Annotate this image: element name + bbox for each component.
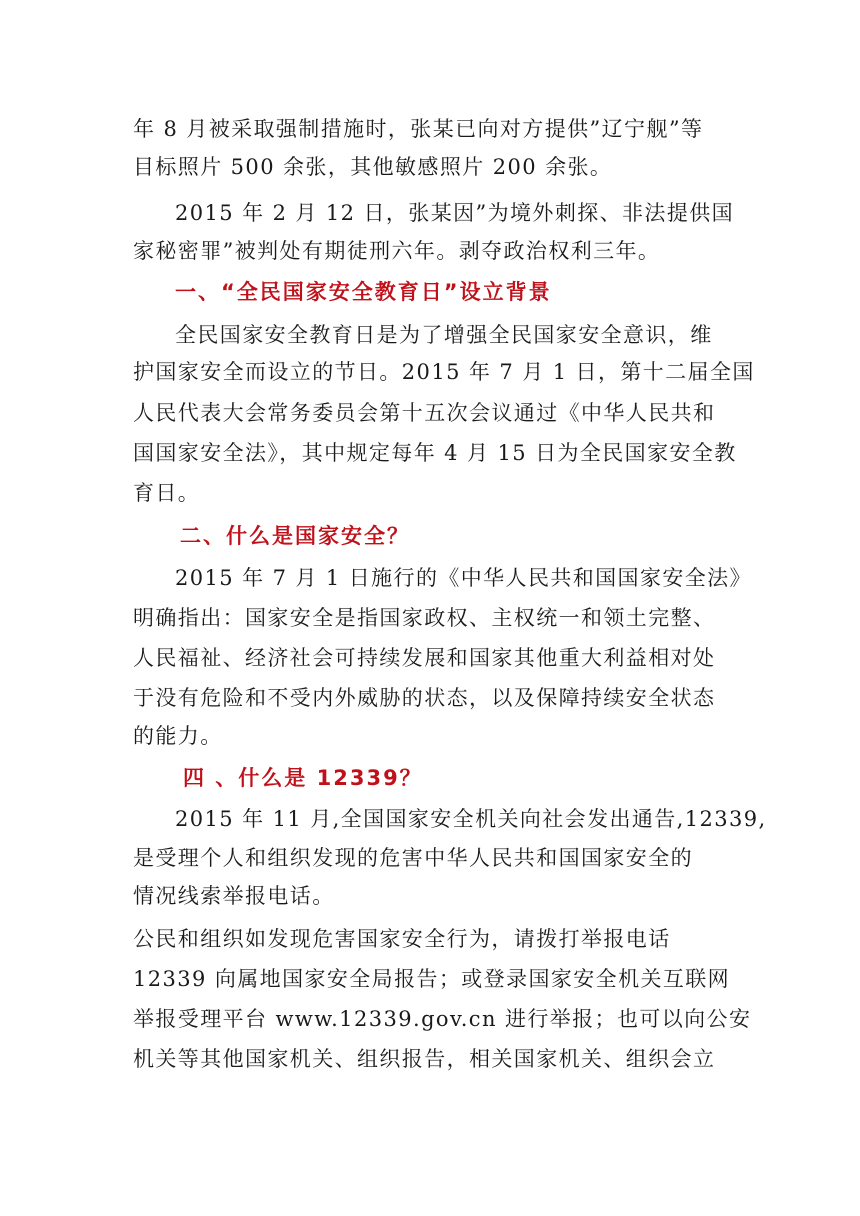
- paragraph-6-line-4: 机关等其他国家机关、组织报告，相关国家机关、组织会立: [133, 1047, 716, 1071]
- paragraph-1-line-1: 年 8 月被采取强制措施时，张某已向对方提供”辽宁舰”等: [133, 117, 704, 141]
- section-heading-2: 二、什么是国家安全？: [180, 524, 410, 548]
- paragraph-3-line-4: 国国家安全法》，其中规定每年 4 月 15 日为全民国家安全教: [133, 441, 737, 465]
- paragraph-4-line-4: 于没有危险和不受内外威胁的状态，以及保障持续安全状态: [133, 686, 716, 710]
- section-heading-1: 一、“全民国家安全教育日”设立背景: [175, 280, 552, 304]
- paragraph-6-line-1: 公民和组织如发现危害国家安全行为，请拨打举报电话: [133, 927, 671, 951]
- paragraph-3-line-5: 育日。: [133, 481, 201, 505]
- paragraph-3-line-2: 护国家安全而设立的节日。2015 年 7 月 1 日，第十二届全国: [133, 360, 755, 384]
- paragraph-3-line-1: 全民国家安全教育日是为了增强全民国家安全意识，维: [175, 323, 713, 347]
- paragraph-4-line-1: 2015 年 7 月 1 日施行的《中华人民共和国国家安全法》: [175, 566, 752, 590]
- paragraph-3-line-3: 人民代表大会常务委员会第十五次会议通过《中华人民共和: [133, 401, 716, 425]
- section-heading-3: 四 、什么是 12339？: [183, 766, 423, 790]
- paragraph-4-line-2: 明确指出：国家安全是指国家政权、主权统一和领土完整、: [133, 606, 716, 630]
- paragraph-4-line-3: 人民福祉、经济社会可持续发展和国家其他重大利益相对处: [133, 646, 716, 670]
- paragraph-2-line-2: 家秘密罪”被判处有期徒刑六年。剥夺政治权利三年。: [133, 239, 661, 263]
- paragraph-6-line-2: 12339 向属地国家安全局报告；或登录国家安全机关互联网: [133, 967, 731, 991]
- paragraph-6-line-3: 举报受理平台 www.12339.gov.cn 进行举报；也可以向公安: [133, 1007, 752, 1031]
- paragraph-5-line-3: 情况线索举报电话。: [133, 884, 335, 908]
- paragraph-2-line-1: 2015 年 2 月 12 日，张某因”为境外刺探、非法提供国: [175, 201, 735, 225]
- paragraph-1-line-2: 目标照片 500 余张，其他敏感照片 200 余张。: [133, 155, 613, 179]
- paragraph-5-line-1: 2015 年 11 月,全国国家安全机关向社会发出通告,12339,: [175, 807, 767, 831]
- paragraph-4-line-5: 的能力。: [133, 724, 223, 748]
- paragraph-5-line-2: 是受理个人和组织发现的危害中华人民共和国国家安全的: [133, 846, 693, 870]
